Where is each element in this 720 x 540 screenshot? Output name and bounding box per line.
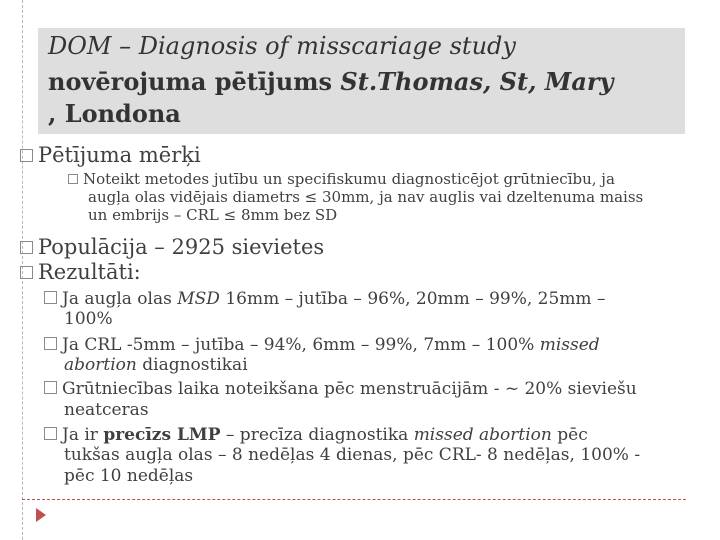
result-4 xyxy=(44,424,588,446)
result-1-values: 16mm – jutība – 96%, 20mm – 99%, 25mm – xyxy=(219,289,606,309)
result-4-suffix: pēc xyxy=(551,425,588,445)
result-3-text: Grūtniecības laika noteikšana pēc menstruācijām - ~ 20% sieviešu xyxy=(62,379,637,399)
result-2-missed: missed xyxy=(539,335,600,355)
population-label: Populācija – 2925 sievietes xyxy=(38,235,325,259)
aim-sub-line-2: augļa olas vidējais diametrs ≤ 30mm, ja nav auglis vai dzeltenuma maiss xyxy=(88,188,644,206)
aim-sub-text: Noteikt metodes jutību un specifiskumu diagnosticējot grūtniecību, ja xyxy=(83,170,615,188)
hollow-square-icon xyxy=(20,266,33,279)
result-4-cont-2: pēc 10 nedēļas xyxy=(64,466,194,486)
hollow-square-icon xyxy=(68,174,78,184)
population-item xyxy=(20,234,324,260)
results-label: Rezultāti: xyxy=(38,260,141,284)
result-4-lmp: precīzs LMP xyxy=(103,425,221,445)
result-2-cont xyxy=(64,354,248,376)
result-4-mid: – precīza diagnostika xyxy=(220,425,414,445)
result-1-msd: MSD xyxy=(177,289,220,309)
result-2-abortion: abortion xyxy=(64,355,137,375)
hollow-square-icon xyxy=(44,381,57,394)
result-2-text: Ja CRL -5mm – jutība – 94%, 6mm – 99%, 7mm – 100% xyxy=(62,335,540,355)
title-line-3: , Londona xyxy=(48,99,181,128)
title-line-1: DOM – Diagnosis of misscariage study xyxy=(48,32,516,60)
results-item xyxy=(20,259,141,285)
hollow-square-icon xyxy=(20,241,33,254)
aim-sub-line-1 xyxy=(68,172,615,187)
hollow-square-icon xyxy=(44,337,57,350)
aim-item xyxy=(20,142,201,168)
footer-divider xyxy=(22,499,686,500)
hollow-square-icon xyxy=(44,427,57,440)
hollow-square-icon xyxy=(20,149,33,162)
result-2-diag: diagnostikai xyxy=(136,355,248,375)
result-2 xyxy=(44,334,600,356)
title-line-2 xyxy=(48,67,614,97)
play-arrow-icon[interactable] xyxy=(36,508,46,522)
title-prefix: novērojuma pētījums xyxy=(48,67,341,96)
result-1-text: Ja augļa olas xyxy=(62,289,178,309)
aim-sub-line-3: un embrijs – CRL ≤ 8mm bez SD xyxy=(88,206,338,224)
hollow-square-icon xyxy=(44,291,57,304)
title-italic: St.Thomas, St, Mary xyxy=(340,67,614,96)
slide-title xyxy=(38,28,685,134)
result-1-cont: 100% xyxy=(64,309,113,329)
result-4-prefix: Ja ir xyxy=(62,425,104,445)
result-3 xyxy=(44,378,637,400)
result-4-missed-abortion: missed abortion xyxy=(413,425,552,445)
aim-label: Pētījuma mērķi xyxy=(38,143,201,167)
result-4-cont-1: tukšas augļa olas – 8 nedēļas 4 dienas, pēc CRL- 8 nedēļas, 100% - xyxy=(64,445,641,465)
result-3-cont: neatceras xyxy=(64,400,149,420)
result-1 xyxy=(44,288,605,310)
